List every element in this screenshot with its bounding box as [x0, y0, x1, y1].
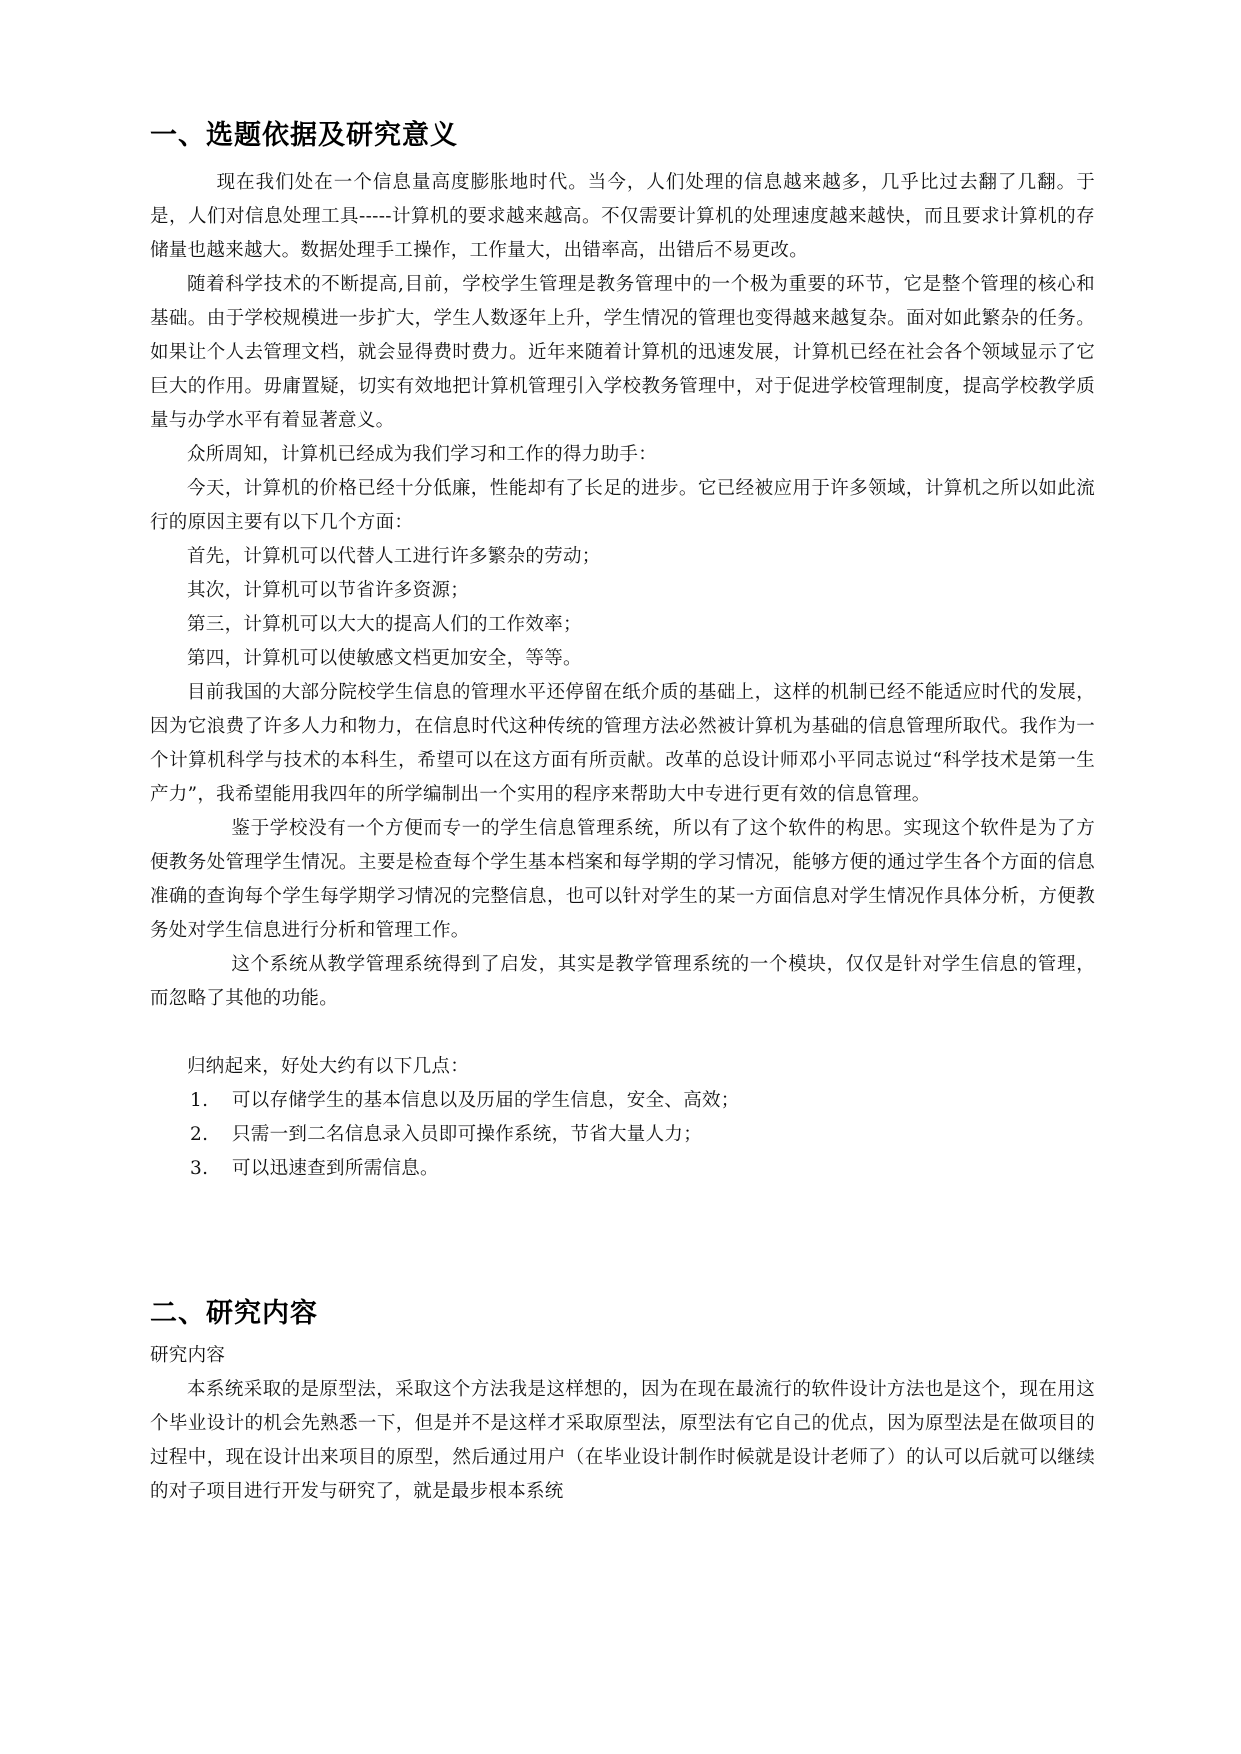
document-body: [150, 120, 1095, 1509]
list-number: 2.: [190, 1124, 209, 1146]
list-item: [150, 1118, 1095, 1152]
paragraph: 今天，计算机的价格已经十分低廉，性能却有了长足的进步。它已经被应用于许多领域，计算机之所以如此流行的原因主要有以下几个方面：: [150, 478, 1095, 534]
list-item: [150, 1084, 1095, 1118]
paragraph: 第四，计算机可以使敏感文档更加安全，等等。: [187, 648, 582, 670]
list-number: 3.: [190, 1158, 209, 1180]
list-text: 可以迅速查到所需信息。: [232, 1158, 439, 1180]
list-item: [150, 1152, 1095, 1186]
paragraph: 首先，计算机可以代替人工进行许多繁杂的劳动；: [187, 546, 601, 568]
paragraph: 众所周知，计算机已经成为我们学习和工作的得力助手：: [187, 444, 658, 466]
paragraph: 第三，计算机可以大大的提高人们的工作效率；: [187, 614, 582, 636]
paragraph: 本系统采取的是原型法，采取这个方法我是这样想的，因为在现在最流行的软件设计方法也是这个，现在用这个毕业设计的机会先熟悉一下，但是并不是这样才采取原型法，原型法有它自己的优点，因为原型法是在做项目的过程中，现在设计出来项目的原型，然后通过用户（在毕业设计制作时候就是设计老师了）的认可以后就可以继续的对子项目进行开发与研究了，就是最步根本系统: [150, 1378, 1095, 1502]
paragraph: 鉴于学校没有一个方便而专一的学生信息管理系统，所以有了这个软件的构思。实现这个软件是为了方便教务处管理学生情况。主要是检查每个学生基本档案和每学期的学习情况，能够方便的通过学生各个方面的信息准确的查询每个学生每学期学习情况的完整信息，也可以针对学生的某一方面信息对学生情况作具体分析，方便教务处对学生信息进行分析和管理工作。: [150, 818, 1095, 942]
summary-intro: 归纳起来，好处大约有以下几点：: [187, 1056, 470, 1078]
paragraph: 目前我国的大部分院校学生信息的管理水平还停留在纸介质的基础上，这样的机制已经不能适应时代的发展，因为它浪费了许多人力和物力，在信息时代这种传统的管理方法必然被计算机为基础的信息管理所取代。我作为一个计算机科学与技术的本科生，希望可以在这方面有所贡献。改革的总设计师邓小平同志说过“科学技术是第一生产力”，我希望能用我四年的所学编制出一个实用的程序来帮助大中专进行更有效的信息管理。: [150, 682, 1095, 806]
paragraph: 现在我们处在一个信息量高度膨胀地时代。当今，人们处理的信息越来越多，几乎比过去翻了几翻。于是，人们对信息处理工具-----计算机的要求越来越高。不仅需要计算机的处理速度越来越快，而且要求计算机的存储量也越来越大。数据处理手工操作，工作量大，出错率高，出错后不易更改。: [150, 172, 1095, 262]
paragraph: 随着科学技术的不断提高,目前，学校学生管理是教务管理中的一个极为重要的环节，它是整个管理的核心和基础。由于学校规模进一步扩大，学生人数逐年上升，学生情况的管理也变得越来越复杂。面对如此繁杂的任务。如果让个人去管理文档，就会显得费时费力。近年来随着计算机的迅速发展，计算机已经在社会各个领域显示了它巨大的作用。毋庸置疑，切实有效地把计算机管理引入学校教务管理中，对于促进学校管理制度，提高学校教学质量与办学水平有着显著意义。: [150, 274, 1095, 432]
list-text: 只需一到二名信息录入员即可操作系统，节省大量人力；: [232, 1124, 703, 1146]
list-text: 可以存储学生的基本信息以及历届的学生信息，安全、高效；: [232, 1090, 740, 1112]
section-2-subtitle: 研究内容: [150, 1344, 226, 1366]
paragraph: 其次，计算机可以节省许多资源；: [187, 580, 470, 602]
section-1-title: 一、选题依据及研究意义: [150, 120, 458, 151]
list-number: 1.: [190, 1090, 209, 1112]
benefits-list: [150, 1084, 1095, 1186]
paragraph: 这个系统从教学管理系统得到了启发，其实是教学管理系统的一个模块，仅仅是针对学生信息的管理，而忽略了其他的功能。: [150, 954, 1095, 1010]
section-2-title: 二、研究内容: [150, 1298, 318, 1330]
